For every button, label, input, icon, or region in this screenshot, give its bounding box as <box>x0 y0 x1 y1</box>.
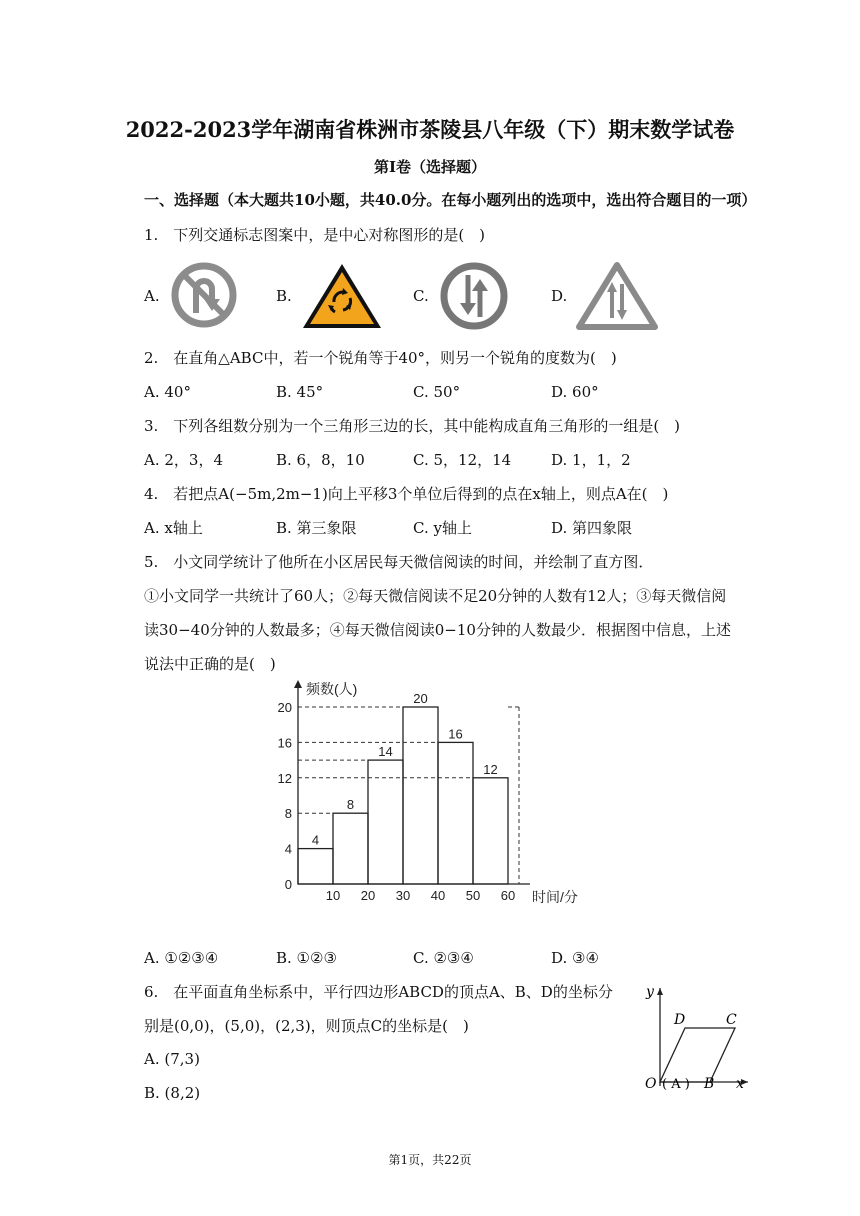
q3-option-d: D. 1，1，2 <box>551 451 631 469</box>
q1-stem: 1. 下列交通标志图案中，是中心对称图形的是( ) <box>144 226 486 244</box>
q4-option-d: D. 第四象限 <box>551 519 633 537</box>
bar-data-label: 14 <box>378 744 393 760</box>
y-tick-label: 12 <box>277 770 292 786</box>
q4-option-b: B. 第三象限 <box>276 519 357 537</box>
vertex-b-label: B <box>704 1076 715 1092</box>
x-axis-title: 时间/分 <box>532 889 578 905</box>
x-tick-label: 50 <box>465 888 481 903</box>
y-axis-title: 频数(人) <box>306 681 358 697</box>
q2-option-b: B. 45° <box>276 383 324 401</box>
two-way-traffic-sign-icon <box>439 261 509 331</box>
q3-option-b: B. 6，8，10 <box>276 451 365 469</box>
bar-data-label: 16 <box>448 726 463 742</box>
vertex-d-label: D <box>674 1012 686 1028</box>
histogram-bar <box>298 849 333 884</box>
y-tick-label: 0 <box>284 877 292 892</box>
q5-question-line: 说法中正确的是( ) <box>144 655 276 673</box>
histogram-bar <box>333 813 368 884</box>
y-tick-label: 8 <box>284 806 292 822</box>
y-axis-label: y <box>646 984 654 1000</box>
no-u-turn-sign-icon <box>170 261 238 329</box>
x-axis-label: x <box>736 1076 744 1092</box>
q6-stem-line2: 别是(0,0)，(5,0)，(2,3)，则顶点C的坐标是( ) <box>144 1017 469 1035</box>
y-tick-label: 4 <box>284 841 292 857</box>
q3-stem: 3. 下列各组数分别为一个三角形三边的长，其中能构成直角三角形的一组是( ) <box>144 417 681 435</box>
y-tick-label: 16 <box>277 735 292 751</box>
page-title: 2022-2023学年湖南省株洲市茶陵县八年级（下）期末数学试卷 <box>125 117 735 142</box>
bar-data-label: 20 <box>413 691 428 706</box>
parallelogram-coordinate-figure <box>640 980 760 1092</box>
histogram-bar <box>473 778 508 884</box>
vertex-c-label: C <box>726 1012 737 1028</box>
histogram-bar <box>438 742 473 884</box>
q5-statement-line: 读30−40分钟的人数最多；④每天微信阅读0−10分钟的人数最少．根据图中信息，上述 <box>144 621 731 639</box>
y-axis-arrow <box>294 680 302 688</box>
section-heading: 一、选择题（本大题共10小题，共40.0分。在每小题列出的选项中，选出符合题目的一项） <box>144 191 757 209</box>
histogram-bar <box>368 760 403 884</box>
q2-stem: 2. 在直角△ABC中，若一个锐角等于40°，则另一个锐角的度数为( ) <box>144 349 617 367</box>
q6-option-b: B. (8,2) <box>144 1084 201 1102</box>
y-tick-label: 20 <box>277 700 292 715</box>
bar-data-label: 12 <box>483 761 498 777</box>
q5-option-d: D. ③④ <box>551 949 599 967</box>
q2-option-a: A. 40° <box>144 383 191 401</box>
q6-stem: 6. 在平面直角坐标系中，平行四边形ABCD的顶点A、B、D的坐标分 <box>144 983 613 1001</box>
q1-option-d-label: D. <box>551 287 568 305</box>
frequency-histogram <box>268 672 598 912</box>
q1-option-c-label: C. <box>413 287 429 305</box>
roundabout-warning-sign-icon <box>301 262 383 330</box>
histogram-bar <box>403 707 438 884</box>
q1-option-b-label: B. <box>276 287 292 305</box>
page-footer: 第1页，共22页 <box>388 1153 472 1167</box>
x-tick-label: 60 <box>500 888 516 903</box>
q5-statement-line: ①小文同学一共统计了60人；②每天微信阅读不足20分钟的人数有12人；③每天微信阅 <box>144 587 727 605</box>
x-tick-label: 40 <box>430 888 446 903</box>
q1-option-a-label: A. <box>144 287 160 305</box>
q6-option-a: A. (7,3) <box>144 1050 200 1068</box>
section-subtitle: 第I卷（选择题） <box>373 158 487 176</box>
origin-label: O <box>645 1076 657 1092</box>
vertex-a-label: ( A ) <box>662 1077 690 1092</box>
x-tick-label: 10 <box>325 888 341 903</box>
q5-option-c: C. ②③④ <box>413 949 474 967</box>
q5-stem: 5. 小文同学统计了他所在小区居民每天微信阅读的时间，并绘制了直方图． <box>144 553 654 571</box>
x-tick-label: 20 <box>360 888 376 903</box>
bar-data-label: 8 <box>346 797 355 813</box>
q4-stem: 4. 若把点A(−5m,2m−1)向上平移3个单位后得到的点在x轴上，则点A在( ) <box>144 485 669 503</box>
q5-option-b: B. ①②③ <box>276 949 337 967</box>
two-way-traffic-warning-sign-icon <box>576 262 658 330</box>
q4-option-c: C. y轴上 <box>413 519 472 537</box>
bar-data-label: 4 <box>311 832 320 848</box>
q2-option-d: D. 60° <box>551 383 599 401</box>
q4-option-a: A. x轴上 <box>144 519 203 537</box>
q3-option-c: C. 5，12，14 <box>413 451 512 469</box>
q2-option-c: C. 50° <box>413 383 461 401</box>
x-tick-label: 30 <box>395 888 411 903</box>
q3-option-a: A. 2，3，4 <box>144 451 223 469</box>
q5-option-a: A. ①②③④ <box>144 949 219 967</box>
